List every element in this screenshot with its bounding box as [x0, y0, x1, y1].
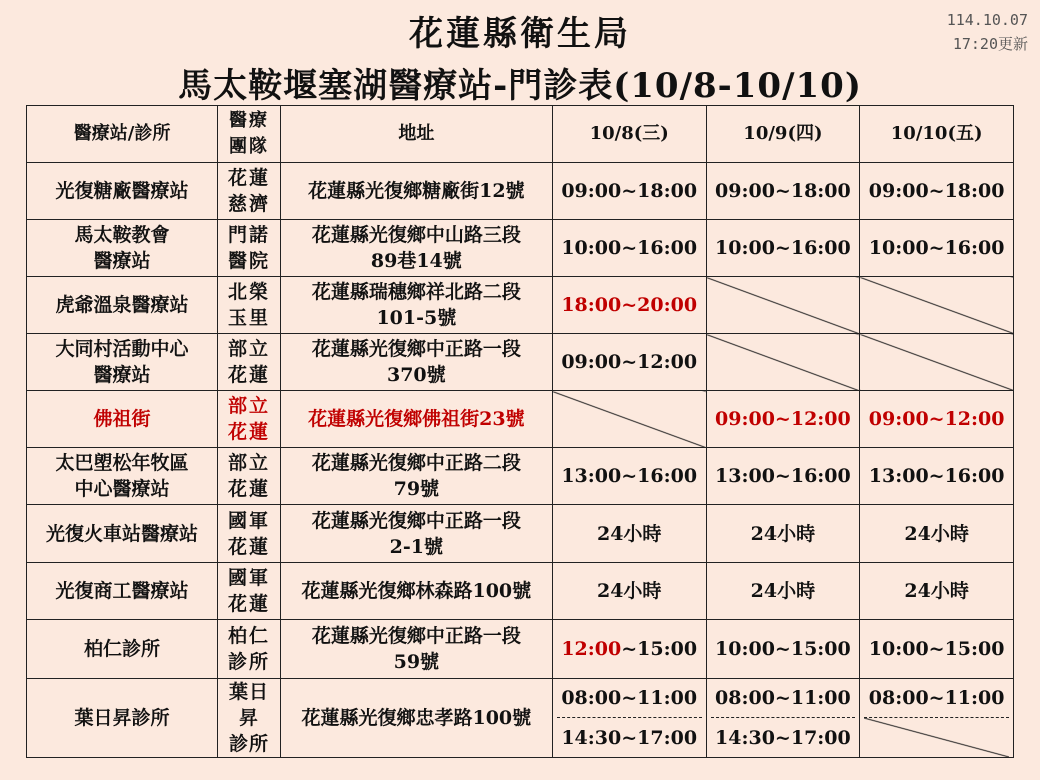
station-name: 柏仁診所 [27, 620, 218, 679]
morning-hours: 08:00~11:00 [557, 679, 702, 718]
hours-day-2: 10:00~16:00 [706, 220, 860, 277]
medical-team: 部立 花蓮 [218, 391, 281, 448]
update-time: 17:20更新 [952, 35, 1028, 53]
station-name: 大同村活動中心 醫療站 [27, 334, 218, 391]
table-row [27, 448, 1014, 505]
table-row [27, 334, 1014, 391]
station-address: 花蓮縣光復鄉中正路二段 79號 [280, 448, 552, 505]
station-address: 花蓮縣光復鄉中正路一段 370號 [280, 334, 552, 391]
station-address: 花蓮縣光復鄉中山路三段 89巷14號 [280, 220, 552, 277]
update-stamp [947, 8, 1028, 56]
closed-cell-day-2 [706, 334, 860, 391]
col-header-station: 醫療站/診所 [27, 106, 218, 163]
table-row [27, 620, 1014, 679]
hours-end: ~15:00 [621, 638, 698, 660]
station-address: 花蓮縣光復鄉中正路一段 2-1號 [280, 505, 552, 563]
medical-team: 花蓮 慈濟 [218, 163, 281, 220]
medical-team: 柏仁 診所 [218, 620, 281, 679]
hours-day-1: 24小時 [552, 505, 706, 563]
morning-hours: 08:00~11:00 [864, 679, 1009, 718]
hours-day-1: 09:00~18:00 [552, 163, 706, 220]
hours-day-3: 13:00~16:00 [860, 448, 1014, 505]
hours-day-1: 13:00~16:00 [552, 448, 706, 505]
table-row [27, 679, 1014, 758]
medical-team: 國軍 花蓮 [218, 563, 281, 620]
table-row [27, 163, 1014, 220]
medical-team: 部立 花蓮 [218, 448, 281, 505]
closed-cell-day-1 [552, 391, 706, 448]
station-address: 花蓮縣光復鄉中正路一段 59號 [280, 620, 552, 679]
hours-day-1: 09:00~12:00 [552, 334, 706, 391]
station-address: 花蓮縣光復鄉忠孝路100號 [280, 679, 552, 758]
page-subtitle: 馬太鞍堰塞湖醫療站-門診表(10/8-10/10) [178, 66, 862, 106]
col-header-address: 地址 [280, 106, 552, 163]
col-header-date-3: 10/10(五) [860, 106, 1014, 163]
station-address: 花蓮縣光復鄉糖廠街12號 [280, 163, 552, 220]
station-name: 光復火車站醫療站 [27, 505, 218, 563]
station-name: 光復商工醫療站 [27, 563, 218, 620]
col-header-date-2: 10/9(四) [706, 106, 860, 163]
medical-team: 國軍 花蓮 [218, 505, 281, 563]
station-name: 虎爺溫泉醫療站 [27, 277, 218, 334]
station-name: 光復糖廠醫療站 [27, 163, 218, 220]
station-address: 花蓮縣光復鄉林森路100號 [280, 563, 552, 620]
table-row [27, 277, 1014, 334]
station-name: 佛祖街 [27, 391, 218, 448]
hours-day-2 [706, 679, 860, 758]
medical-team: 葉日昇 診所 [218, 679, 281, 758]
closed-cell-day-3 [860, 334, 1014, 391]
hours-day-2: 09:00~12:00 [706, 391, 860, 448]
hours-day-1 [552, 620, 706, 679]
col-header-team: 醫療 團隊 [218, 106, 281, 163]
table-header-row [27, 106, 1014, 163]
hours-day-3: 10:00~15:00 [860, 620, 1014, 679]
hours-day-3: 09:00~18:00 [860, 163, 1014, 220]
station-name: 葉日昇診所 [27, 679, 218, 758]
station-address: 花蓮縣光復鄉佛祖街23號 [280, 391, 552, 448]
hours-day-3: 24小時 [860, 505, 1014, 563]
afternoon-hours: 14:30~17:00 [715, 726, 851, 749]
hours-day-2: 24小時 [706, 505, 860, 563]
clinic-schedule-table [26, 105, 1014, 758]
hours-day-3: 10:00~16:00 [860, 220, 1014, 277]
hours-day-2: 13:00~16:00 [706, 448, 860, 505]
hours-start-changed: 12:00 [561, 638, 622, 660]
hours-day-3: 24小時 [860, 563, 1014, 620]
hours-day-3: 09:00~12:00 [860, 391, 1014, 448]
update-date: 114.10.07 [946, 11, 1028, 29]
morning-hours: 08:00~11:00 [711, 679, 856, 718]
station-name: 馬太鞍教會 醫療站 [27, 220, 218, 277]
hours-day-2: 10:00~15:00 [706, 620, 860, 679]
closed-cell-day-2 [706, 277, 860, 334]
table-row [27, 220, 1014, 277]
col-header-date-1: 10/8(三) [552, 106, 706, 163]
table-row [27, 391, 1014, 448]
hours-day-3 [860, 679, 1014, 758]
hours-day-1: 18:00~20:00 [552, 277, 706, 334]
hours-day-2: 09:00~18:00 [706, 163, 860, 220]
station-address: 花蓮縣瑞穗鄉祥北路二段 101-5號 [280, 277, 552, 334]
medical-team: 北榮 玉里 [218, 277, 281, 334]
hours-day-1: 24小時 [552, 563, 706, 620]
closed-afternoon-cell [864, 718, 1009, 757]
table-row [27, 563, 1014, 620]
hours-day-1: 10:00~16:00 [552, 220, 706, 277]
afternoon-hours: 14:30~17:00 [561, 726, 698, 749]
table-row [27, 505, 1014, 563]
hours-day-2: 24小時 [706, 563, 860, 620]
medical-team: 部立 花蓮 [218, 334, 281, 391]
page-title: 花蓮縣衛生局 [409, 14, 631, 54]
station-name: 太巴塱松年牧區 中心醫療站 [27, 448, 218, 505]
medical-team: 門諾 醫院 [218, 220, 281, 277]
hours-day-1 [552, 679, 706, 758]
closed-cell-day-3 [860, 277, 1014, 334]
